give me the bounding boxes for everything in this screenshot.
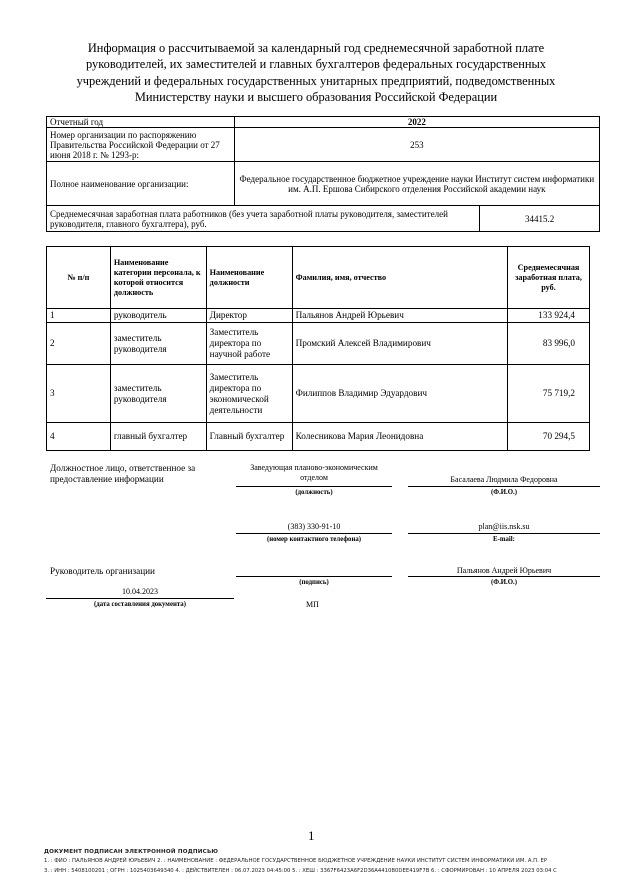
row-salary: 133 924,4: [508, 309, 590, 323]
head-fio-line: [408, 576, 600, 577]
summary-row-avg-salary: [47, 206, 600, 232]
table-row: [47, 423, 590, 451]
esign-title: ДОКУМЕНТ ПОДПИСАН ЭЛЕКТРОННОЙ ПОДПИСЬЮ: [44, 849, 219, 855]
row-salary: 83 996,0: [508, 323, 590, 365]
position-caption: (должность): [295, 489, 333, 496]
email-value: plan@iis.nsk.su: [478, 522, 530, 531]
email-line: [408, 533, 600, 534]
phone-value: (383) 330-91-10: [287, 522, 341, 531]
org-name-value: Федеральное государственное бюджетное учреждение науки Институт систем информатики им. А.П. Ершова Сибирского отделения Российской академии наук: [234, 162, 599, 206]
email-caption: E-mail:: [493, 536, 515, 543]
year-label: Отчетный год: [47, 117, 235, 128]
row-position: Главный бухгалтер: [206, 423, 292, 451]
table-row: [47, 323, 590, 365]
date-caption: (дата составления документа): [94, 601, 186, 608]
staff-table: [46, 246, 590, 451]
row-position: Директор: [206, 309, 292, 323]
avg-salary-label: Среднемесячная заработная плата работников (без учета заработной платы руководителя, заместителей руководителя, главного бухгалтера), руб.: [47, 206, 480, 232]
date-line: [46, 598, 234, 599]
responsible-name: Басалаева Людмила Федоровна: [450, 475, 558, 484]
head-name: Пальянов Андрей Юрьевич: [456, 566, 552, 575]
org-number-label: Номер организации по распоряжению Правительства Российской Федерации от 27 июня 2018 г. № 1293-р:: [47, 128, 235, 162]
row-position: Заместитель директора по экономической деятельности: [206, 365, 292, 423]
org-number-value: 253: [234, 128, 599, 162]
row-name: Промский Алексей Владимирович: [292, 323, 507, 365]
stamp-place: МП: [306, 600, 319, 609]
row-category: главный бухгалтер: [110, 423, 206, 451]
fio-caption: (Ф.И.О.): [490, 489, 518, 496]
row-name: Пальянов Андрей Юрьевич: [292, 309, 507, 323]
esign-block: [44, 849, 632, 876]
head-fio-caption: (Ф.И.О.): [490, 579, 518, 586]
responsible-position: Заведующая планово-экономическим отделом: [250, 463, 378, 482]
head-label: Руководитель организации: [50, 566, 155, 576]
org-name-label: Полное наименование организации:: [47, 162, 235, 206]
page-title: Информация о рассчитываемой за календарный год среднемесячной заработной плате руководителей, их заместителей и главных бухгалтеров федеральных государственных учреждений и федеральных государственных унитарных предприятий, подведомственных Министерству науки и высшего образования Российской Федерации: [76, 41, 556, 104]
row-name: Колесникова Мария Леонидовна: [292, 423, 507, 451]
summary-row-year: [47, 117, 600, 128]
row-num: 2: [47, 323, 111, 365]
fio-line: [408, 486, 600, 487]
header-position: Наименование должности: [206, 247, 292, 309]
position-line: [236, 486, 392, 487]
document-date: 10.04.2023: [122, 587, 158, 596]
header-num: № п/п: [47, 247, 111, 309]
row-num: 3: [47, 365, 111, 423]
avg-salary-value: 34415.2: [480, 206, 600, 232]
year-value: 2022: [234, 117, 599, 128]
table-row: [47, 365, 590, 423]
staff-header-row: [47, 247, 590, 309]
table-row: [47, 309, 590, 323]
summary-row-org-number: [47, 128, 600, 162]
header-category: Наименование категории персонала, к которой относится должность: [110, 247, 206, 309]
row-salary: 70 294,5: [508, 423, 590, 451]
phone-line: [236, 533, 392, 534]
esign-line-1: 1. : ФИО : ПАЛЬЯНОВ АНДРЕЙ ЮРЬЕВИЧ 2. : НАИМЕНОВАНИЕ : ФЕДЕРАЛЬНОЕ ГОСУДАРСТВЕННОЕ БЮДЖЕТНОЕ УЧРЕЖДЕНИЕ НАУКИ ИНСТИТУТ СИСТЕМ ИНФОРМАТИКИ ИМ. А.П. ЕР: [44, 858, 548, 864]
responsible-label: Должностное лицо, ответственное за предоставление информации: [50, 463, 196, 484]
row-category: заместитель руководителя: [110, 365, 206, 423]
summary-row-org-name: [47, 162, 600, 206]
header-name: Фамилия, имя, отчество: [292, 247, 507, 309]
row-num: 4: [47, 423, 111, 451]
row-name: Филиппов Владимир Эдуардович: [292, 365, 507, 423]
phone-caption: (номер контактного телефона): [266, 536, 362, 543]
row-num: 1: [47, 309, 111, 323]
esign-line-2: 3. : ИНН : 5408100201 ; ОГРН : 1025403649340 4. : ДЕЙСТВИТЕЛЕН : 06.07.2023 04:45:00 5. : ХЕШ : 3367F6423A6F2D36A4410B0DEE419F7B 6. : СФОРМИРОВАН : 10 АПРЕЛЯ 2023 03:04 С: [44, 867, 557, 874]
header-salary: Среднемесячная заработная плата, руб.: [508, 247, 590, 309]
row-category: руководитель: [110, 309, 206, 323]
signature-caption: (подпись): [299, 579, 329, 586]
row-salary: 75 719,2: [508, 365, 590, 423]
row-position: Заместитель директора по научной работе: [206, 323, 292, 365]
row-category: заместитель руководителя: [110, 323, 206, 365]
page-number: 1: [308, 828, 315, 843]
signature-line: [236, 576, 392, 577]
summary-table: [46, 116, 600, 232]
